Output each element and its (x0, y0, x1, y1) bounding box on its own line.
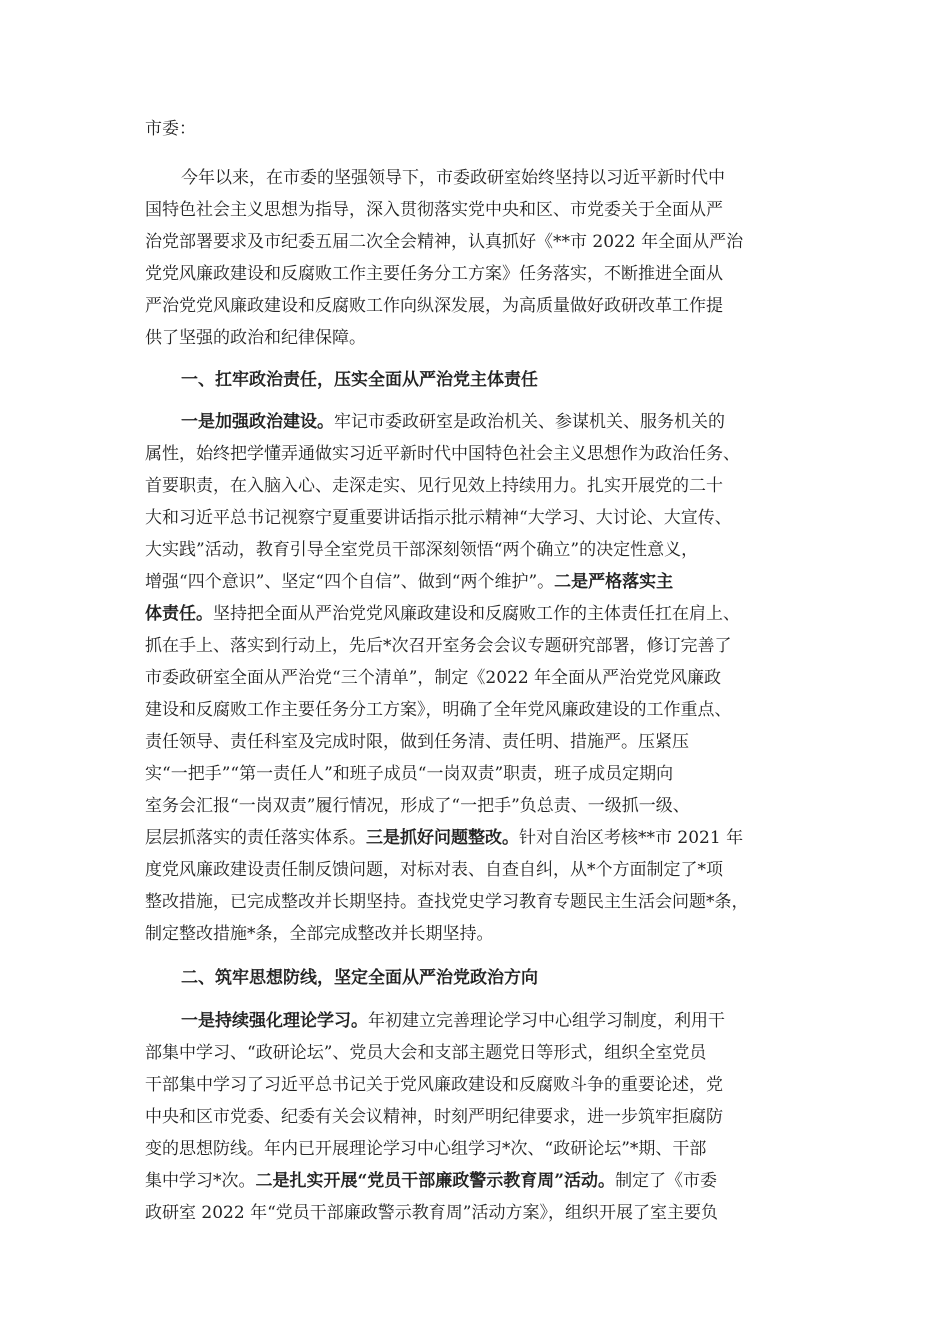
section-1-line-12: 实“一把手”“第一责任人”和班子成员“一岗双责”职责，班子成员定期向 (145, 764, 674, 784)
section-2-point-2-title: 二是扎实开展“党员干部廉政警示教育周”活动。 (255, 1171, 616, 1191)
section-1-line-13: 室务会汇报“一岗双责”履行情况，形成了“一把手”负总责、一级抓一级、 (145, 796, 690, 816)
section-1-heading: 一、扛牢政治责任，压实全面从严治党主体责任 (181, 370, 538, 390)
section-1-line-14: 层层抓落实的责任落实体系。三是抓好问题整改。针对自治区考核**市 2021 年 (145, 828, 744, 848)
section-1-line-15: 度党风廉政建设责任制反馈问题，对标对表、自查自纠，从*个方面制定了*项 (145, 860, 723, 880)
intro-line-2: 国特色社会主义思想为指导，深入贯彻落实党中央和区、市党委关于全面从严 (145, 200, 723, 220)
section-1-point-1-title: 一是加强政治建设。 (181, 412, 334, 432)
section-1-line-11: 责任领导、责任科室及完成时限，做到任务清、责任明、措施严。压紧压 (145, 732, 689, 752)
section-2-line-6: 集中学习*次。二是扎实开展“党员干部廉政警示教育周”活动。制定了《市委 (145, 1171, 718, 1191)
section-2-line-1: 一是持续强化理论学习。年初建立完善理论学习中心组学习制度，利用干 (181, 1011, 725, 1031)
section-1-line-10: 建设和反腐败工作主要任务分工方案》，明确了全年党风廉政建设的工作重点、 (145, 700, 732, 720)
section-1-line-9: 市委政研室全面从严治党“三个清单”，制定《2022 年全面从严治党党风廉政 (145, 668, 722, 688)
intro-line-3: 治党部署要求及市纪委五届二次全会精神，认真抓好《**市 2022 年全面从严治 (145, 232, 744, 252)
section-1-point-3-title: 三是抓好问题整改。 (366, 828, 519, 848)
section-1-line-8: 抓在手上、落实到行动上，先后*次召开室务会会议专题研究部署，修订完善了 (145, 636, 732, 656)
salutation: 市委： (145, 119, 196, 139)
section-2-line-7: 政研室 2022 年“党员干部廉政警示教育周”活动方案》，组织开展了室主要负 (145, 1203, 718, 1223)
intro-line-6: 供了坚强的政治和纪律保障。 (145, 328, 366, 348)
section-2-line-5: 变的思想防线。年内已开展理论学习中心组学习*次、“政研论坛”*期、干部 (145, 1139, 707, 1159)
section-1-line-7: 体责任。坚持把全面从严治党党风廉政建设和反腐败工作的主体责任扛在肩上、 (145, 604, 740, 624)
intro-line-5: 严治党党风廉政建设和反腐败工作向纵深发展，为高质量做好政研改革工作提 (145, 296, 723, 316)
section-2-line-2: 部集中学习、“政研论坛”、党员大会和支部主题党日等形式，组织全室党员 (145, 1043, 707, 1063)
section-1-line-17: 制定整改措施*条，全部完成整改并长期坚持。 (145, 924, 494, 944)
section-1-line-3: 首要职责，在入脑入心、走深走实、见行见效上持续用力。扎实开展党的二十 (145, 476, 723, 496)
section-1-line-2: 属性，始终把学懂弄通做实习近平新时代中国特色社会主义思想作为政治任务、 (145, 444, 740, 464)
intro-line-1: 今年以来，在市委的坚强领导下，市委政研室始终坚持以习近平新时代中 (181, 168, 725, 188)
section-1-point-2-title: 二是严格落实主 (554, 572, 674, 592)
section-1-line-5: 大实践”活动，教育引导全室党员干部深刻领悟“两个确立”的决定性意义， (145, 540, 699, 560)
section-2-line-4: 中央和区市党委、纪委有关会议精神，时刻严明纪律要求，进一步筑牢拒腐防 (145, 1107, 723, 1127)
section-1-line-6: 增强“四个意识”、坚定“四个自信”、做到“两个维护”。二是严格落实主 (145, 572, 674, 592)
section-2-line-3: 干部集中学习了习近平总书记关于党风廉政建设和反腐败斗争的重要论述，党 (145, 1075, 723, 1095)
section-1-line-4: 大和习近平总书记视察宁夏重要讲话指示批示精神“大学习、大讨论、大宣传、 (145, 508, 732, 528)
intro-line-4: 党党风廉政建设和反腐败工作主要任务分工方案》任务落实，不断推进全面从 (145, 264, 723, 284)
section-2-heading: 二、筑牢思想防线，坚定全面从严治党政治方向 (181, 968, 538, 988)
section-1-line-16: 整改措施，已完成整改并长期坚持。查找党史学习教育专题民主生活会问题*条， (145, 892, 749, 912)
section-1-line-1: 一是加强政治建设。牢记市委政研室是政治机关、参谋机关、服务机关的 (181, 412, 725, 432)
section-2-point-1-title: 一是持续强化理论学习。 (181, 1011, 368, 1031)
